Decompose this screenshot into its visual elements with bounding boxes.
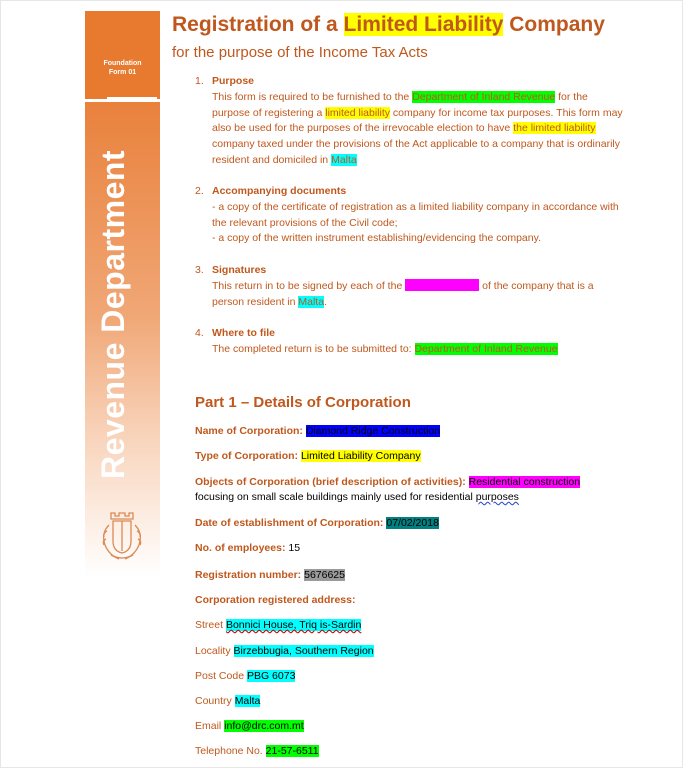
- field-name: [195, 424, 440, 438]
- field-objects: [195, 475, 580, 489]
- page-title: [172, 13, 605, 37]
- field-employees: [195, 541, 300, 555]
- field-label: Country: [195, 695, 232, 707]
- field-label: Post Code: [195, 670, 245, 682]
- field-postcode: [195, 669, 295, 683]
- section-number: 3.: [195, 264, 204, 276]
- text-run: This return in to be signed by each of the: [212, 279, 406, 292]
- text-run: company for income tax purposes. This form may also be used for the purposes of the irrevocable election to have: [212, 106, 623, 135]
- field-label: No. of employees:: [195, 542, 286, 554]
- field-value: Limited Liability Company: [300, 450, 421, 462]
- text-run: The completed return is to be submitted to:: [212, 342, 415, 355]
- field-label: Email: [195, 720, 222, 732]
- text-run: for the purpose of registering a: [212, 90, 588, 119]
- section-text: [212, 90, 625, 169]
- section-text: [212, 342, 625, 358]
- field-label: Locality: [195, 645, 231, 657]
- section-purpose: [195, 74, 625, 169]
- field-value: Diamond Ridge Construction: [305, 425, 441, 437]
- field-label: Telephone No.: [195, 745, 263, 757]
- field-address-heading: [195, 593, 355, 607]
- text-run: of the company that is a person resident in: [212, 279, 594, 308]
- field-telephone: [195, 744, 319, 758]
- field-locality: [195, 644, 374, 658]
- field-street: [195, 618, 361, 632]
- field-value: 21-57-6511: [265, 745, 319, 757]
- form-label-line-2: Form 01: [108, 69, 137, 76]
- field-label: Type of Corporation:: [195, 450, 299, 462]
- text-run: .: [324, 295, 327, 308]
- field-date: [195, 516, 439, 530]
- field-value: Malta: [234, 695, 261, 707]
- section-text: - a copy of the written instrument establishing/evidencing the company.: [212, 232, 541, 245]
- section-heading: Signatures: [212, 264, 267, 276]
- field-value: Bonnici House, Triq is-Sardin: [225, 619, 362, 631]
- section-text: - a copy of the certificate of registration as a limited liability company in accordance with the relevant provisions of the Civil code;: [212, 200, 619, 229]
- field-value-word: purposes: [475, 491, 519, 503]
- field-value: 07/02/2018: [386, 517, 439, 529]
- highlight-run: Department of Inland Revenue: [414, 342, 558, 355]
- form-label: [85, 59, 160, 77]
- section-heading: Purpose: [212, 75, 255, 87]
- highlight-run: limited liability: [325, 106, 391, 119]
- highlight-run: Malta: [298, 295, 325, 308]
- field-type: [195, 449, 421, 463]
- section-number: 1.: [195, 75, 204, 87]
- field-country: [195, 694, 260, 708]
- section-number: 2.: [195, 185, 204, 197]
- section-documents: [195, 184, 625, 247]
- part1-title: Part 1 – Details of Corporation: [195, 394, 411, 411]
- text-run: This form is required to be furnished to the: [212, 90, 413, 103]
- section-heading: Where to file: [212, 327, 276, 339]
- field-label: Date of establishment of Corporation:: [195, 517, 384, 529]
- field-value: 15: [288, 542, 301, 554]
- field-value: focusing on small scale buildings mainly used for residential: [195, 491, 476, 503]
- field-label: Corporation registered address:: [195, 594, 356, 606]
- field-value: Residential construction: [468, 476, 581, 488]
- field-value: Birzebbugia, Southern Region: [233, 645, 374, 657]
- field-value: 5676625: [304, 569, 345, 581]
- title-text-end: Company: [503, 13, 605, 36]
- section-signatures: [195, 263, 625, 310]
- form-label-line-1: Foundation: [103, 60, 142, 67]
- highlight-run: Department of Inland Revenue: [412, 90, 556, 103]
- section-text: [212, 279, 625, 311]
- field-value: info@drc.com.mt: [224, 720, 304, 732]
- field-label: Registration number:: [195, 569, 302, 581]
- field-label: Name of Corporation:: [195, 425, 303, 437]
- field-objects-continued: [195, 490, 519, 504]
- department-name: Revenue Department: [95, 149, 131, 479]
- redacted-highlight: [405, 279, 479, 291]
- section-heading: Accompanying documents: [212, 185, 347, 197]
- field-value: PBG 6073: [246, 670, 296, 682]
- malta-crest-icon: [97, 505, 147, 565]
- field-email: [195, 719, 304, 733]
- field-label: Street: [195, 619, 224, 631]
- text-run: company taxed under the provisions of the Act applicable to a company that is ordinarily resident and domiciled in: [212, 138, 620, 166]
- sidebar-divider: [107, 97, 157, 99]
- section-number: 4.: [195, 327, 204, 339]
- title-highlight: Limited Liability: [343, 13, 504, 36]
- sidebar-banner: [85, 11, 160, 577]
- title-text-start: Registration of a: [172, 13, 344, 36]
- highlight-run: the limited liability: [513, 122, 596, 135]
- section-where-to-file: [195, 326, 625, 358]
- highlight-run: Malta: [331, 153, 357, 166]
- page-subtitle: for the purpose of the Income Tax Acts: [172, 44, 428, 61]
- sidebar-header-block: [85, 11, 160, 99]
- field-label: Objects of Corporation (brief description of activities):: [195, 476, 466, 488]
- field-registration: [195, 568, 345, 582]
